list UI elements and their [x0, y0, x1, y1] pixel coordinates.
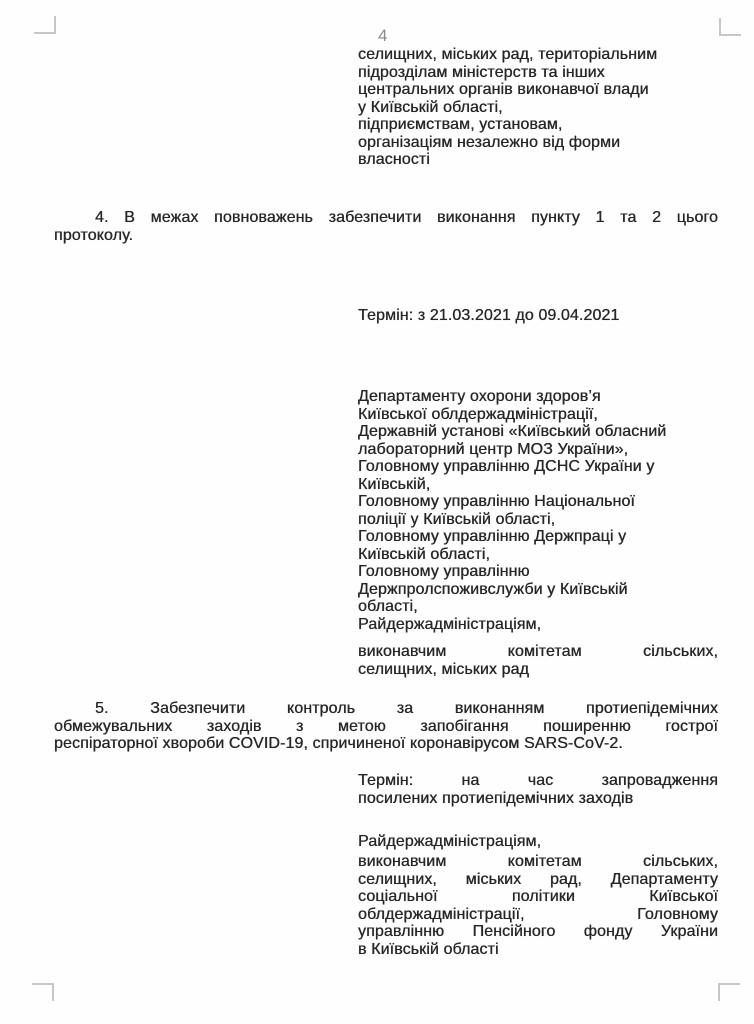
addressee-block-middle	[358, 388, 718, 633]
text-line: Київській,	[358, 475, 431, 493]
addressee-block-top	[358, 46, 718, 169]
deadline-line-2	[358, 772, 718, 807]
text-line: поліції у Київській області,	[358, 510, 556, 528]
text-line: посилених протиепідемічних заходів	[358, 789, 634, 807]
text-line: організаціям незалежно від форми	[358, 133, 621, 151]
corner-crop-mark-top-left	[34, 16, 56, 34]
text-line: 5. Забезпечити контроль за виконанням протиепідемічних	[95, 700, 718, 717]
text-line: Держпролспоживслужби у Київській	[358, 580, 628, 598]
addressee-block-middle-tail	[358, 643, 718, 678]
text-line: селищних, міських рад, територіальним	[358, 46, 658, 63]
text-line: підрозділам міністерств та інших	[358, 63, 605, 81]
corner-crop-mark-bottom-left	[32, 983, 54, 1001]
text-line: селищних, міських рад	[358, 660, 529, 678]
text-line: Київській області,	[358, 545, 491, 563]
text-line: управлінню Пенсійного фонду України	[358, 923, 718, 940]
paragraph-item-5	[54, 700, 718, 753]
corner-crop-mark-top-right	[719, 18, 741, 36]
paragraph-item-4	[54, 209, 718, 244]
text-line: Термін: на час запровадження	[358, 772, 718, 789]
text-line: у Київській області,	[358, 98, 503, 116]
text-line: Райдержадміністраціям,	[358, 615, 542, 633]
text-line: 4. В межах повноважень забезпечити виконання пункту 1 та 2 цього	[95, 209, 718, 226]
page-number: 4	[378, 26, 388, 45]
text-line: протоколу.	[54, 226, 134, 244]
text-line: Райдержадміністраціям,	[358, 833, 542, 850]
text-line: Головному управлінню ДСНС України у	[358, 458, 655, 475]
text-line: Термін: з 21.03.2021 до 09.04.2021	[358, 307, 620, 324]
text-line: в Київській області	[358, 940, 499, 958]
text-line: облдержадміністрації, Головному	[358, 905, 718, 923]
text-line: виконавчим комітетам сільських,	[358, 643, 718, 660]
text-line: Державній установі «Київський обласний	[358, 423, 667, 440]
text-line: Головному управлінню Держпраці у	[358, 528, 627, 545]
text-line: Київської облдержадміністрації,	[358, 405, 598, 423]
text-line: власності	[358, 151, 430, 168]
text-line: лабораторний центр МОЗ України»,	[358, 440, 629, 458]
text-line: області,	[358, 598, 418, 615]
text-line: респіраторної хвороби COVID-19, спричиненої коронавірусом SARS-CoV-2.	[54, 735, 623, 752]
text-line: Департаменту охорони здоров’я	[358, 388, 601, 405]
text-line: центральних органів виконавчої влади	[358, 81, 649, 98]
text-line: виконавчим комітетам сільських,	[358, 853, 718, 870]
corner-crop-mark-bottom-right	[718, 983, 740, 1001]
text-line: підприємствам, установам,	[358, 116, 563, 133]
text-line: обмежувальних заходів з метою запобігання поширенню гострої	[54, 717, 718, 735]
text-line: соціальної політики Київської	[358, 888, 718, 905]
text-line: селищних, міських рад, Департаменту	[358, 870, 718, 888]
addressee-block-bottom	[358, 833, 718, 958]
text-line: Головному управлінню	[358, 563, 530, 580]
deadline-line-1	[358, 307, 718, 325]
text-line: Головному управлінню Національної	[358, 493, 635, 510]
